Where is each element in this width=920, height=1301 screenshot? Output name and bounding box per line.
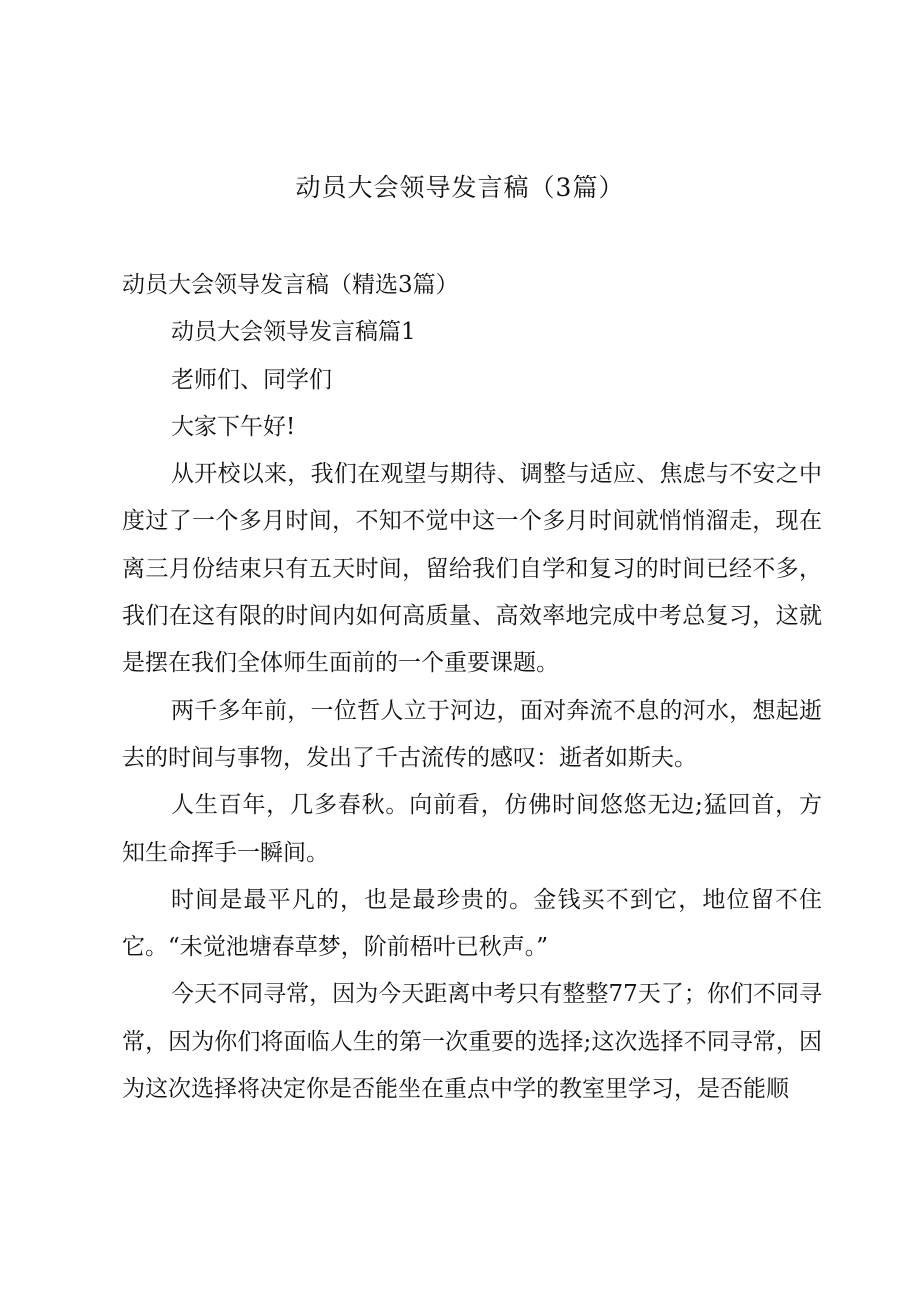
body-paragraph: 两千多年前，一位哲人立于河边，面对奔流不息的河水，想起逝去的时间与事物，发出了千古流传的感叹：逝者如斯夫。 <box>122 697 822 771</box>
document-subtitle: 动员大会领导发言稿（精选3篇） <box>122 272 459 298</box>
body-paragraph: 今天不同寻常，因为今天距离中考只有整整77天了；你们不同寻常，因为你们将面临人生的第一次重要的选择;这次选择不同寻常，因为这次选择将决定你是否能坐在重点中学的教室里学习，是否能顺 <box>122 981 822 1103</box>
body-paragraph: 时间是最平凡的，也是最珍贵的。金钱买不到它，地位留不住它。“未觉池塘春草梦，阶前梧叶已秋声。” <box>122 886 822 961</box>
document-title: 动员大会领导发言稿（3篇） <box>295 173 625 202</box>
body-paragraph: 从开校以来，我们在观望与期待、调整与适应、焦虑与不安之中度过了一个多月时间，不知不觉中这一个多月时间就悄悄溜走，现在离三月份结束只有五天时间，留给我们自学和复习的时间已经不多，我们在这有限的时间内如何高质量、高效率地完成中考总复习，这就是摆在我们全体师生面前的一个重要课题。 <box>122 461 822 677</box>
salutation: 老师们、同学们 <box>171 366 332 393</box>
document-body <box>122 262 822 1113</box>
greeting: 大家下午好! <box>171 413 296 440</box>
section-heading: 动员大会领导发言稿篇1 <box>171 319 416 346</box>
body-paragraph: 人生百年，几多春秋。向前看，仿佛时间悠悠无边;猛回首，方知生命挥手一瞬间。 <box>122 792 822 866</box>
